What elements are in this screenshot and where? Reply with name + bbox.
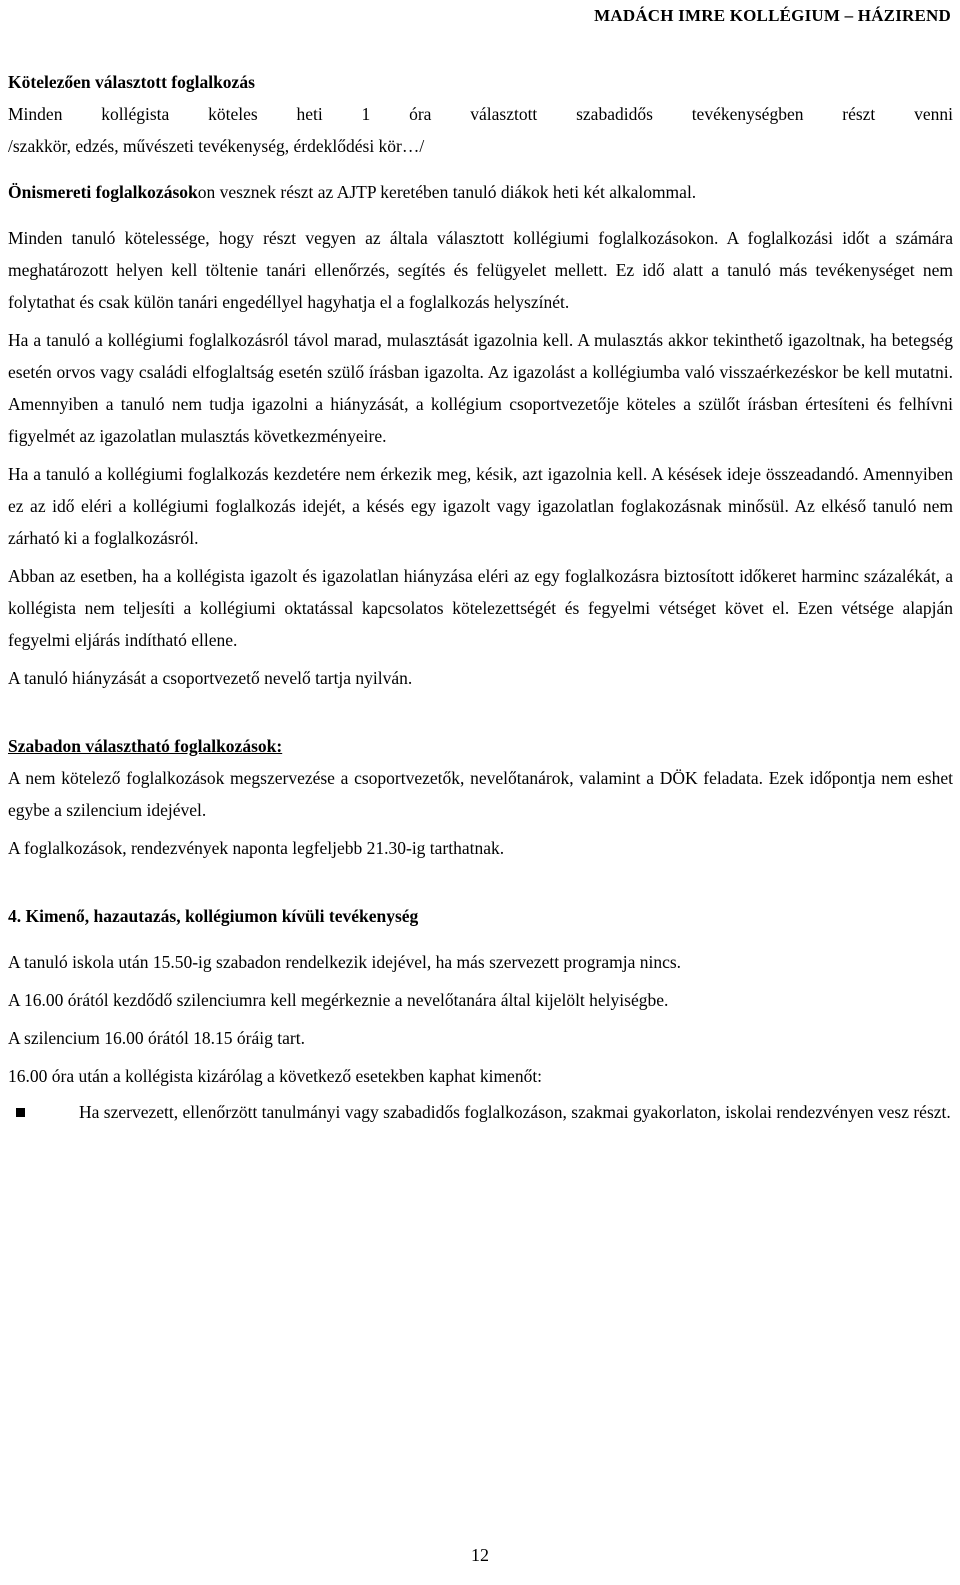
mandatory-paragraph-2: Önismereti foglalkozásokon vesznek részt az AJTP keretében tanuló diákok heti két alkalommal. bbox=[8, 182, 697, 202]
self-knowledge-term: Önismereti foglalkozások bbox=[8, 182, 198, 202]
square-bullet-icon bbox=[16, 1108, 25, 1117]
mandatory-paragraph-3: Minden tanuló kötelessége, hogy részt vegyen az általa választott kollégiumi foglalkozásokon. A foglalkozási időt a számára meghatározott helyen kell töltenie tanári ellenőrzés, segítés és felügyelet mellett. Ez idő alatt a tanuló más tevékenységet nem folytathat és csak külön tanári engedéllyel hagyhatja el a foglalkozás helyszínét. bbox=[8, 228, 953, 312]
outings-paragraph-2: A 16.00 órától kezdődő szilenciumra kell megérkeznie a nevelőtanára által kijelölt helyiségbe. bbox=[8, 990, 669, 1010]
mandatory-paragraph-1a: Minden kollégista köteles heti 1 óra választott szabadidős tevékenységben részt venni bbox=[8, 104, 953, 124]
list-item bbox=[8, 1096, 953, 1128]
page-number: 12 bbox=[471, 1545, 489, 1565]
document-page bbox=[8, 0, 953, 1128]
mandatory-paragraph-1b: /szakkör, edzés, művészeti tevékenység, érdeklődési kör…/ bbox=[8, 136, 425, 156]
optional-heading: Szabadon választható foglalkozások: bbox=[8, 736, 283, 756]
outings-heading: 4. Kimenő, hazautazás, kollégiumon kívüli tevékenység bbox=[8, 906, 419, 926]
mandatory-paragraph-5: Ha a tanuló a kollégiumi foglalkozás kezdetére nem érkezik meg, késik, azt igazolnia kell. A késések ideje összeadandó. Amennyiben ez az idő eléri a kollégiumi foglalkozás idejét, a késés egy igazolt vagy igazolatlan foglakozásnak minősül. Az elkéső tanuló nem zárható ki a foglalkozásról. bbox=[8, 464, 953, 548]
mandatory-paragraph-6: Abban az esetben, ha a kollégista igazolt és igazolatlan hiányzása eléri az egy foglalkozásra biztosított időkeret harminc százalékát, a kollégista nem teljesíti a kollégiumi oktatással kapcsolatos kötelezettségét és fegyelmi vétséget követ el. Ezen vétsége alapján fegyelmi eljárás indítható ellene. bbox=[8, 566, 953, 650]
outings-paragraph-4: 16.00 óra után a kollégista kizárólag a következő esetekben kaphat kimenőt: bbox=[8, 1066, 543, 1086]
outings-paragraph-3: A szilencium 16.00 órától 18.15 óráig tart. bbox=[8, 1028, 305, 1048]
page-header bbox=[8, 0, 953, 30]
mandatory-heading: Kötelezően választott foglalkozás bbox=[8, 72, 255, 92]
list-item-text: Ha szervezett, ellenőrzött tanulmányi vagy szabadidős foglalkozáson, szakmai gyakorlaton, iskolai rendezvényen vesz részt. bbox=[79, 1102, 951, 1122]
mandatory-paragraph-4: Ha a tanuló a kollégiumi foglalkozásról távol marad, mulasztását igazolnia kell. A mulasztás akkor tekinthető igazoltnak, ha betegség esetén orvos vagy családi elfoglaltság esetén szülő írásban igazolta. Az igazolást a kollégiumba való visszaérkezéskor be kell mutatni. Amennyiben a tanuló nem tudja igazolni a hiányzását, a kollégium csoportvezetője köteles a szülőt írásban értesíteni és felhívni figyelmét az igazolatlan mulasztás következményeire. bbox=[8, 330, 953, 446]
header-title: MADÁCH IMRE KOLLÉGIUM – HÁZIREND bbox=[594, 6, 951, 25]
optional-paragraph-1: A nem kötelező foglalkozások megszervezése a csoportvezetők, nevelőtanárok, valamint a DÖK feladata. Ezek időpontja nem eshet egybe a szilencium idejével. bbox=[8, 768, 953, 820]
mandatory-paragraph-7: A tanuló hiányzását a csoportvezető nevelő tartja nyilván. bbox=[8, 668, 413, 688]
outings-paragraph-1: A tanuló iskola után 15.50-ig szabadon rendelkezik idejével, ha más szervezett programja nincs. bbox=[8, 952, 682, 972]
optional-paragraph-2: A foglalkozások, rendezvények naponta legfeljebb 21.30-ig tarthatnak. bbox=[8, 838, 505, 858]
